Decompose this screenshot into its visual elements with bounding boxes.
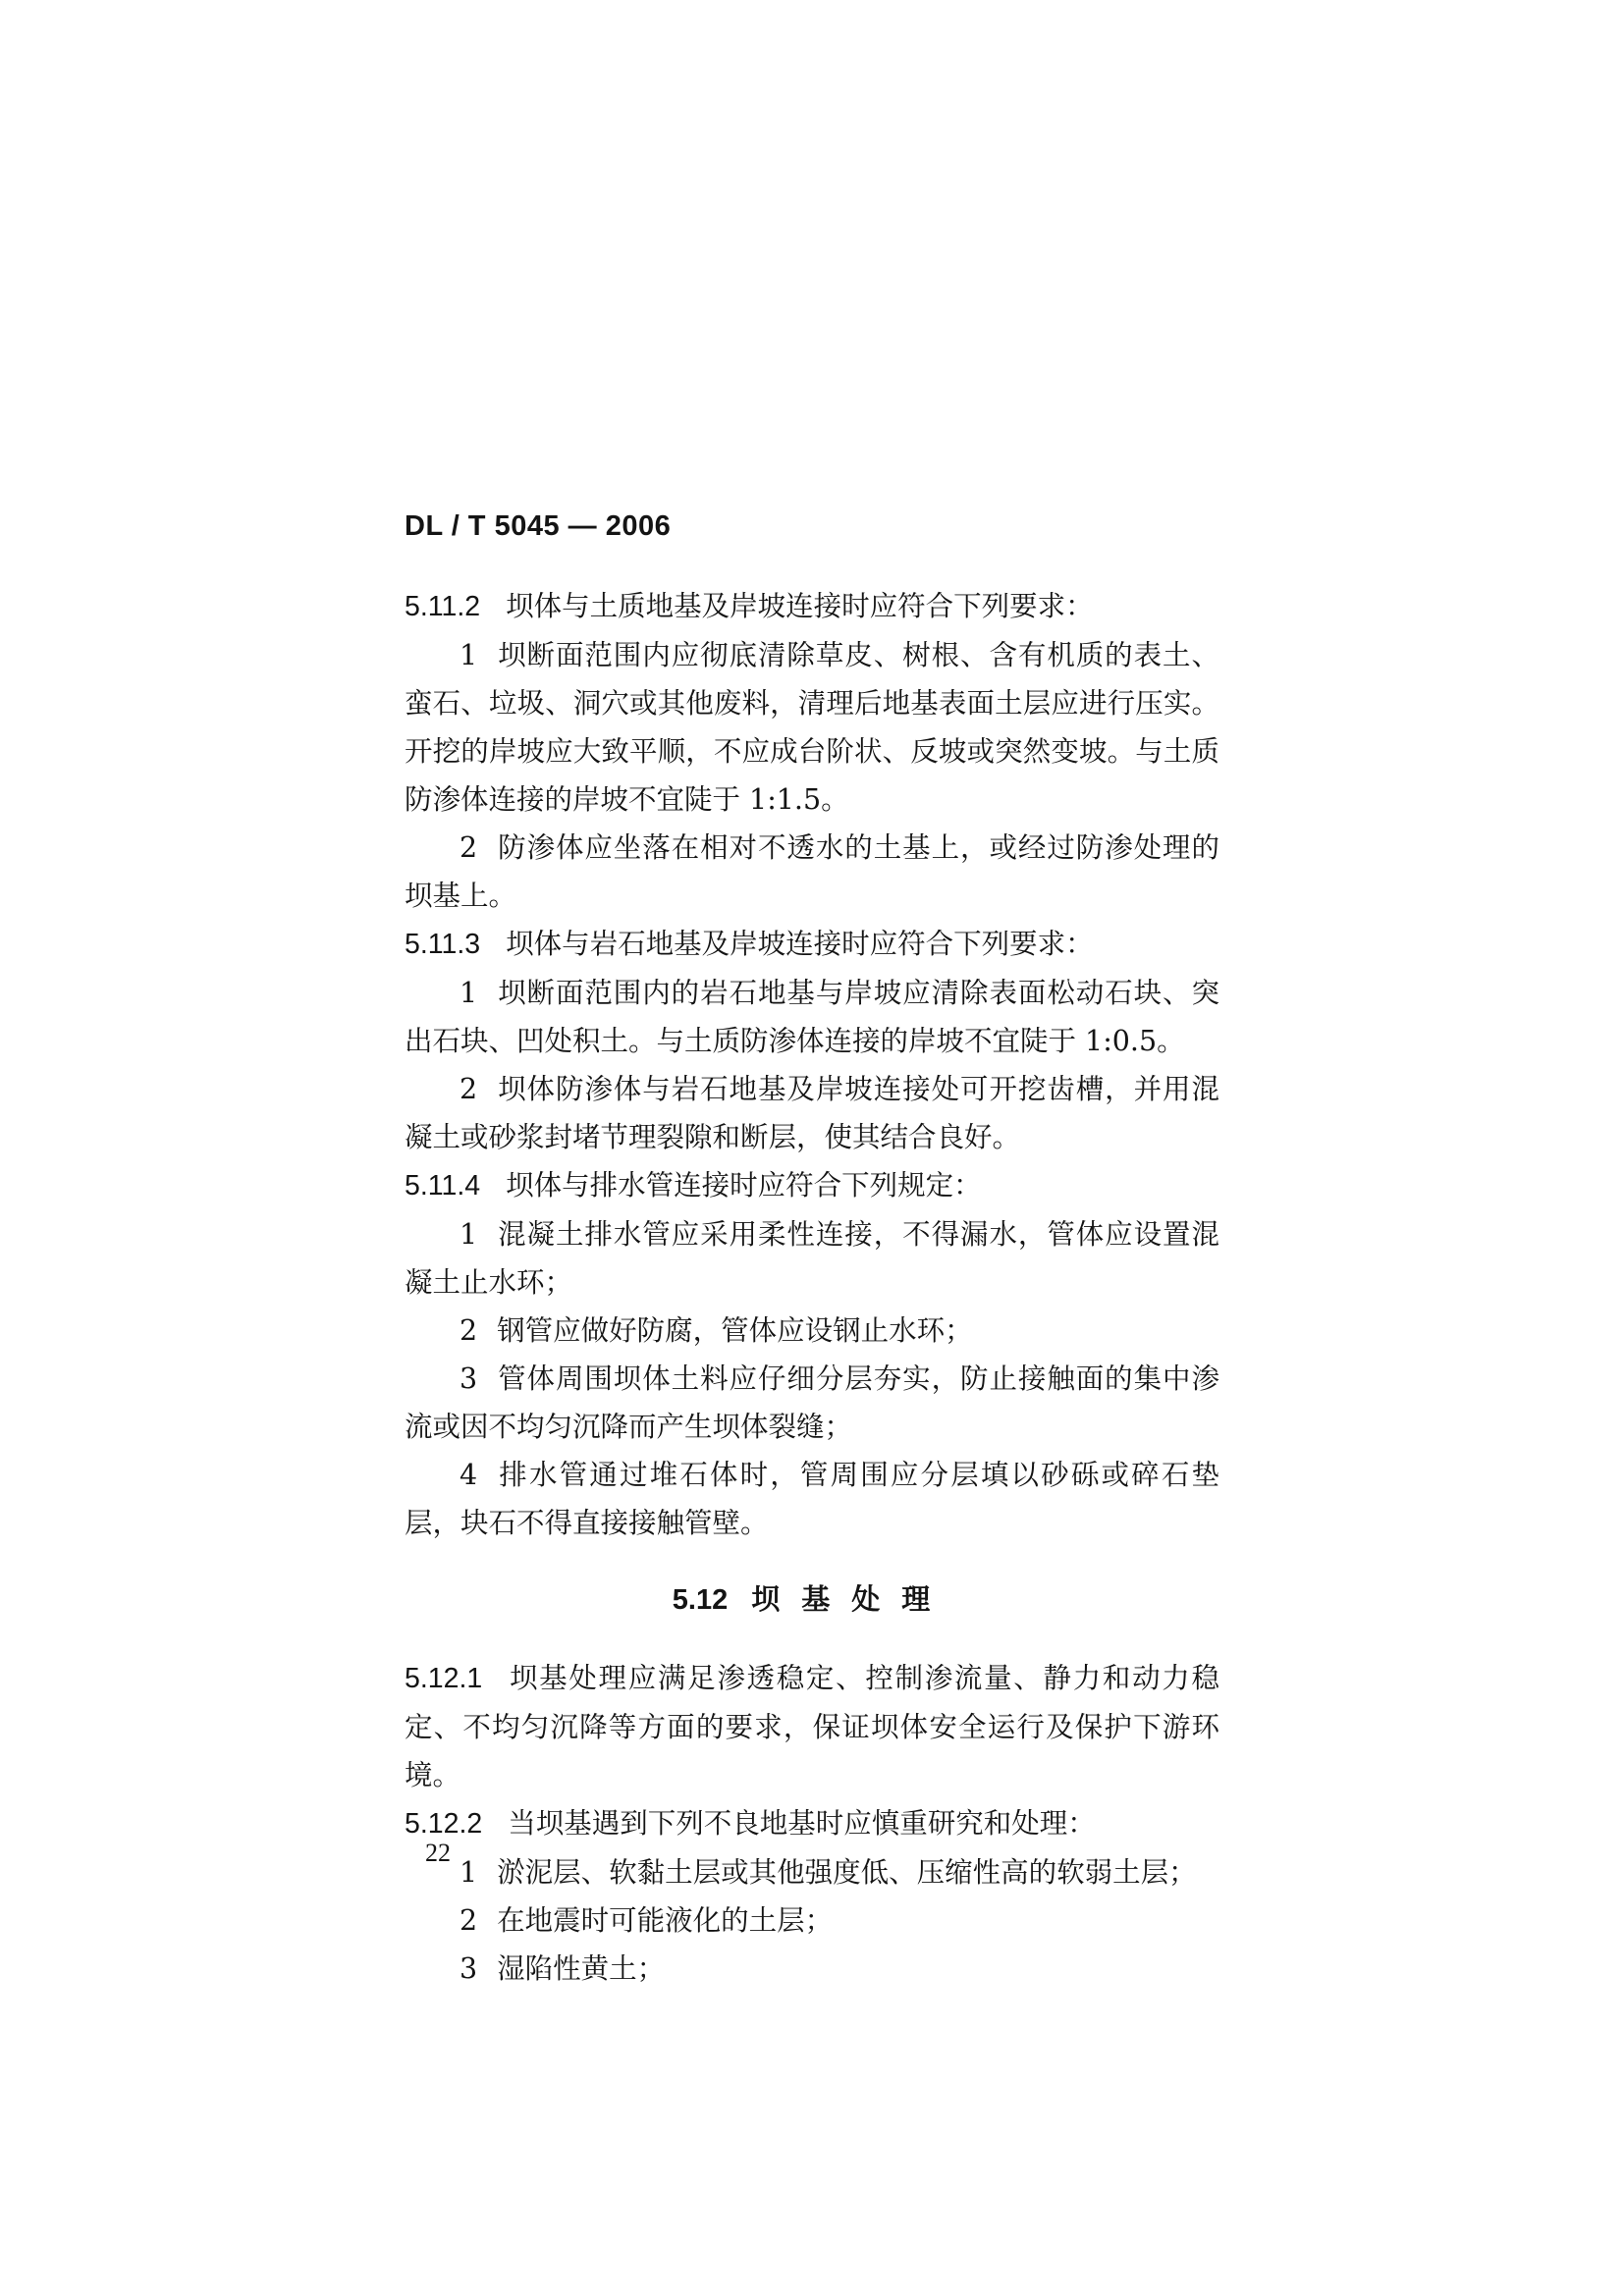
item-number: 1 xyxy=(460,639,478,671)
item-text: 坝断面范围内应彻底清除草皮、树根、含有机质的表土、蛮石、垃圾、洞穴或其他废料，清理后地基表面土层应进行压实。开挖的岸坡应大致平顺，不应成台阶状、反坡或突然变坡。与土质防渗体连接的岸坡不宜陡于 1:1.5。 xyxy=(405,639,1219,816)
clause-number: 5.12.2 xyxy=(405,1808,483,1840)
item-text: 防渗体应坐落在相对不透水的土基上，或经过防渗处理的坝基上。 xyxy=(405,831,1219,912)
item-number: 2 xyxy=(460,1904,478,1937)
clause-text: 坝体与岩石地基及岸坡连接时应符合下列要求： xyxy=(506,928,1094,960)
section-title: 坝基处理 xyxy=(751,1584,952,1616)
clause-5-12-1 xyxy=(405,1654,1219,1799)
item-text: 在地震时可能液化的土层； xyxy=(497,1904,834,1937)
item-text: 排水管通过堆石体时，管周围应分层填以砂砾或碎石垫层，块石不得直接接触管壁。 xyxy=(405,1459,1219,1539)
clause-5-11-4 xyxy=(405,1161,1219,1210)
section-heading-5-12 xyxy=(405,1576,1219,1625)
item-number: 3 xyxy=(460,1952,478,1985)
clause-5-11-2-item-1 xyxy=(405,631,1219,824)
clause-5-12-2-item-1 xyxy=(405,1848,1219,1896)
clause-5-11-4-item-1 xyxy=(405,1210,1219,1307)
section-number: 5.12 xyxy=(672,1584,729,1616)
clause-5-12-2 xyxy=(405,1799,1219,1848)
item-number: 2 xyxy=(460,831,478,864)
item-text: 湿陷性黄土； xyxy=(497,1952,666,1985)
item-number: 1 xyxy=(460,1856,478,1889)
clause-text: 坝体与排水管连接时应符合下列规定： xyxy=(506,1169,982,1201)
item-number: 4 xyxy=(460,1459,478,1491)
clause-5-11-4-item-3 xyxy=(405,1355,1219,1451)
item-number: 2 xyxy=(460,1073,478,1105)
item-text: 管体周围坝体土料应仔细分层夯实，防止接触面的集中渗流或因不均匀沉降而产生坝体裂缝； xyxy=(405,1362,1219,1443)
document-page xyxy=(405,510,1219,1993)
item-number: 1 xyxy=(460,977,478,1009)
clause-5-11-4-item-2 xyxy=(405,1307,1219,1355)
clause-5-11-3-item-2 xyxy=(405,1065,1219,1161)
item-number: 1 xyxy=(460,1218,478,1251)
item-number: 3 xyxy=(460,1362,478,1395)
clause-5-12-2-item-3 xyxy=(405,1945,1219,1993)
clause-5-11-2-item-2 xyxy=(405,824,1219,920)
item-text: 坝体防渗体与岩石地基及岸坡连接处可开挖齿槽，并用混凝土或砂浆封堵节理裂隙和断层，使其结合良好。 xyxy=(405,1073,1219,1153)
clause-5-11-4-item-4 xyxy=(405,1451,1219,1547)
clause-number: 5.11.3 xyxy=(405,929,481,960)
item-text: 混凝土排水管应采用柔性连接，不得漏水，管体应设置混凝土止水环； xyxy=(405,1218,1219,1299)
standard-code-header: DL / T 5045 — 2006 xyxy=(405,510,672,542)
clause-number: 5.12.1 xyxy=(405,1663,483,1694)
clause-text: 当坝基遇到下列不良地基时应慎重研究和处理： xyxy=(508,1807,1096,1840)
item-text: 坝断面范围内的岩石地基与岸坡应清除表面松动石块、突出石块、凹处积土。与土质防渗体连接的岸坡不宜陡于 1:0.5。 xyxy=(405,977,1219,1057)
clause-5-11-3 xyxy=(405,920,1219,969)
clause-5-12-2-item-2 xyxy=(405,1896,1219,1945)
clause-text: 坝基处理应满足渗透稳定、控制渗流量、静力和动力稳定、不均匀沉降等方面的要求，保证坝体安全运行及保护下游环境。 xyxy=(405,1662,1219,1791)
page-number: 22 xyxy=(425,1839,451,1867)
item-number: 2 xyxy=(460,1314,478,1347)
clause-number: 5.11.4 xyxy=(405,1170,481,1201)
clause-5-11-3-item-1 xyxy=(405,969,1219,1065)
clause-text: 坝体与土质地基及岸坡连接时应符合下列要求： xyxy=(506,590,1094,622)
clause-number: 5.11.2 xyxy=(405,591,481,622)
item-text: 钢管应做好防腐，管体应设钢止水环； xyxy=(497,1314,973,1347)
clause-5-11-2 xyxy=(405,582,1219,631)
item-text: 淤泥层、软黏土层或其他强度低、压缩性高的软弱土层； xyxy=(497,1856,1197,1889)
